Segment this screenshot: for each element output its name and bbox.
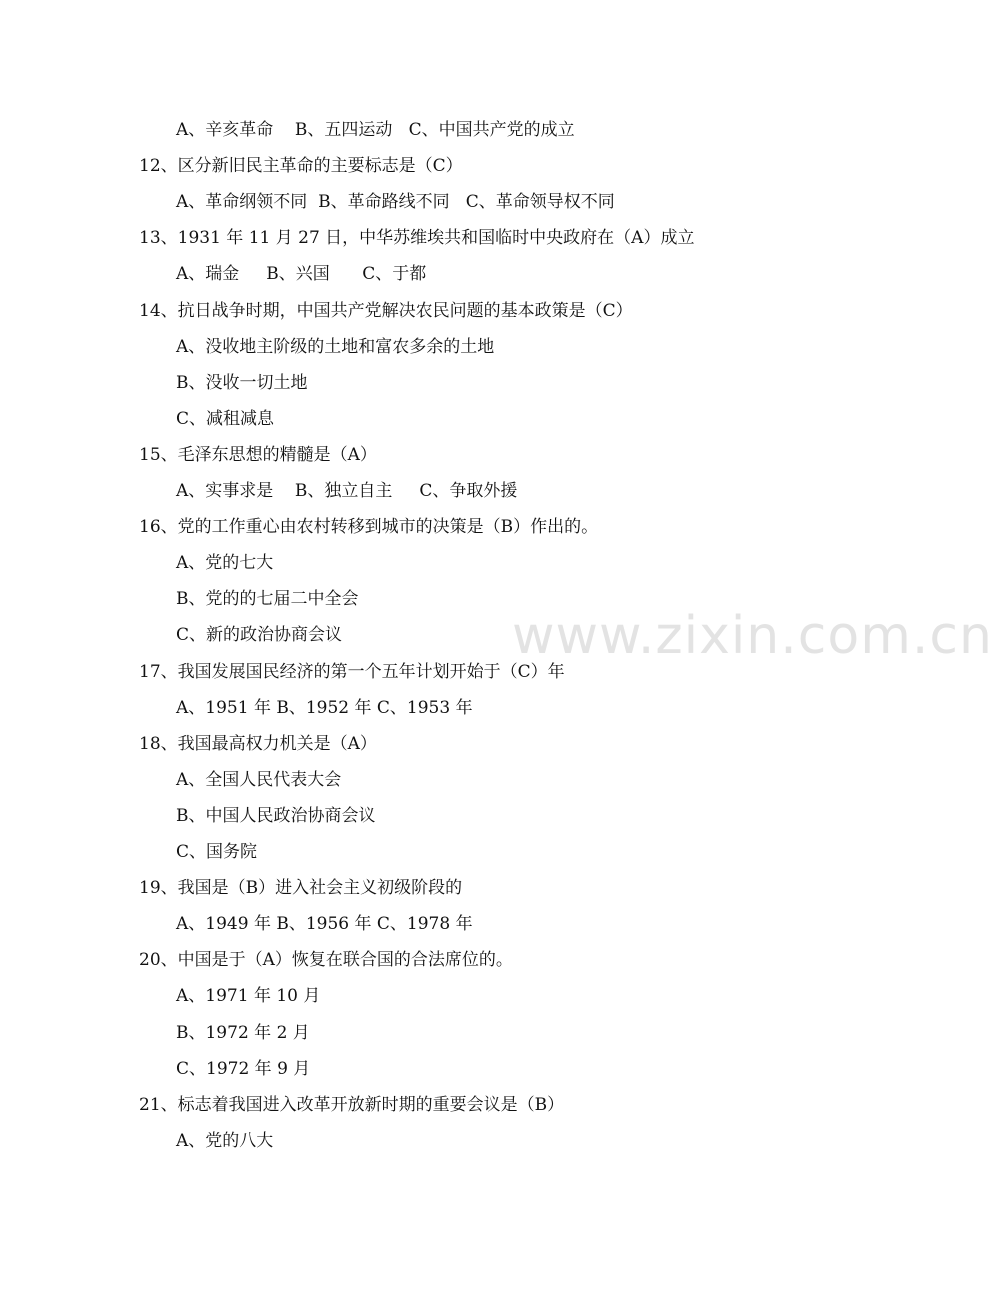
option-line: A、瑞金 B、兴国 C、于都: [176, 264, 427, 284]
option-line: A、没收地主阶级的土地和富农多余的土地: [176, 337, 495, 357]
option-line: B、1972 年 2 月: [176, 1023, 310, 1043]
question-line: 17、我国发展国民经济的第一个五年计划开始于（C）年: [139, 662, 565, 682]
option-line: B、中国人民政治协商会议: [176, 806, 376, 826]
question-line: 12、区分新旧民主革命的主要标志是（C）: [139, 156, 463, 176]
option-line: A、1949 年 B、1956 年 C、1978 年: [176, 914, 473, 934]
option-line: A、实事求是 B、独立自主 C、争取外援: [176, 481, 518, 501]
option-line: B、党的的七届二中全会: [176, 589, 359, 609]
question-line: 20、中国是于（A）恢复在联合国的合法席位的。: [139, 950, 513, 970]
option-line: C、1972 年 9 月: [176, 1059, 311, 1079]
question-line: 18、我国最高权力机关是（A）: [139, 734, 377, 754]
option-line: C、国务院: [176, 842, 258, 862]
question-line: 13、1931 年 11 月 27 日，中华苏维埃共和国临时中央政府在（A）成立: [139, 228, 695, 248]
option-line: A、党的八大: [176, 1131, 274, 1151]
option-line: A、全国人民代表大会: [176, 770, 342, 790]
watermark: www.zixin.com.cn: [512, 606, 993, 666]
option-line: C、新的政治协商会议: [176, 625, 343, 645]
question-line: 21、标志着我国进入改革开放新时期的重要会议是（B）: [139, 1095, 565, 1115]
option-line: A、党的七大: [176, 553, 274, 573]
option-line: A、1971 年 10 月: [176, 986, 321, 1006]
question-line: 16、党的工作重心由农村转移到城市的决策是（B）作出的。: [139, 517, 599, 537]
option-line: C、减租减息: [176, 409, 275, 429]
option-line: B、没收一切土地: [176, 373, 308, 393]
option-line: A、革命纲领不同 B、革命路线不同 C、革命领导权不同: [176, 192, 615, 212]
question-line: 19、我国是（B）进入社会主义初级阶段的: [139, 878, 463, 898]
option-line: A、辛亥革命 B、五四运动 C、中国共产党的成立: [176, 120, 575, 140]
option-line: A、1951 年 B、1952 年 C、1953 年: [176, 698, 473, 718]
question-line: 15、毛泽东思想的精髓是（A）: [139, 445, 377, 465]
question-line: 14、抗日战争时期，中国共产党解决农民问题的基本政策是（C）: [139, 301, 633, 321]
